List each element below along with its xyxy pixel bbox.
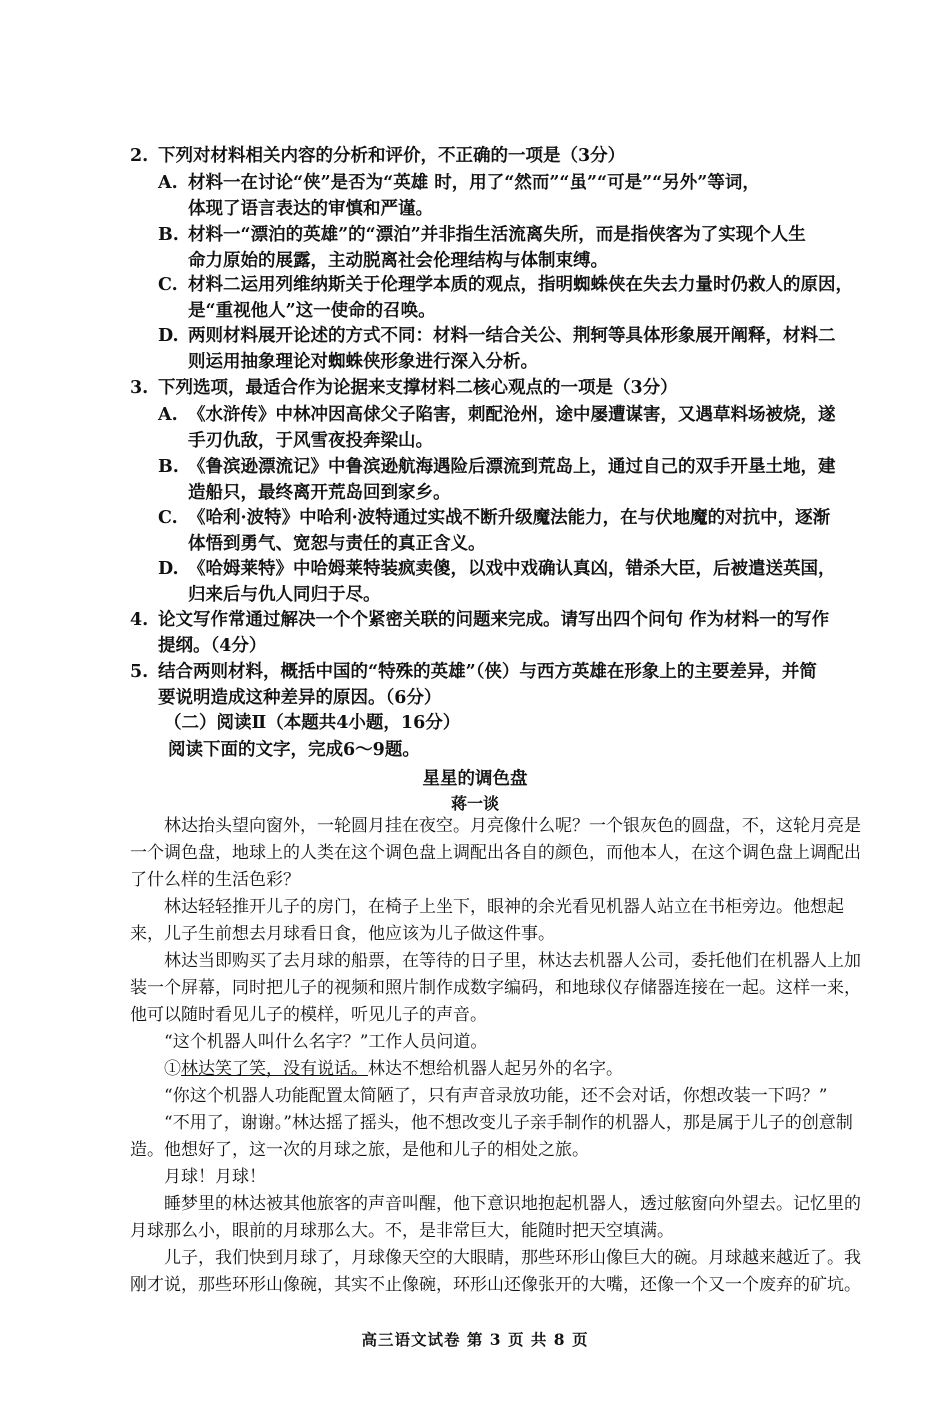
paragraph: 林达当即购买了去月球的船票，在等待的日子里，林达去机器人公司，委托他们在机器人上加装一个屏幕，同时把儿子的视频和照片制作成数字编码，和地球仪存储器连接在一起。这样一来，他可以随时看见儿子的模样，听见儿子的声音。 bbox=[130, 951, 861, 1025]
option-text-cont: 命力原始的展露，主动脱离社会伦理结构与体制束缚。 bbox=[188, 251, 608, 271]
section-instruction: 阅读下面的文字，完成6～9题。 bbox=[168, 740, 420, 760]
option-text-cont: 归来后与仇人同归于尽。 bbox=[188, 585, 381, 605]
paragraph: 儿子，我们快到月球了，月球像天空的大眼睛，那些环形山像巨大的碗。月球越来越近了。我刚才说，那些环形山像碗，其实不止像碗，环形山还像张开的大嘴，还像一个又一个废弃的矿坑。 bbox=[130, 1248, 861, 1295]
option-label: D. bbox=[158, 559, 179, 579]
option-text: 材料一“漂泊的英雄”的“漂泊”并非指生活流离失所，而是指侠客为了实现个人生 bbox=[188, 225, 806, 245]
q2-option-a bbox=[158, 170, 870, 222]
option-label: B. bbox=[158, 457, 179, 477]
question-text-cont: 要说明造成这种差异的原因。（6分） bbox=[158, 688, 442, 708]
option-text-cont: 体现了语言表达的审慎和严谨。 bbox=[188, 199, 433, 219]
paragraph: 睡梦里的林达被其他旅客的声音叫醒，他下意识地抱起机器人，透过舷窗向外望去。记忆里的月球那么小，眼前的月球那么大。不，是非常巨大，能随时把天空填满。 bbox=[130, 1194, 861, 1241]
page-footer: 高三语文试卷 第 3 页 共 8 页 bbox=[361, 1330, 589, 1349]
option-text: 《鲁滨逊漂流记》中鲁滨逊航海遇险后漂流到荒岛上，通过自己的双手开垦土地，建 bbox=[188, 457, 836, 477]
option-label: A. bbox=[158, 405, 178, 425]
paragraph-marked bbox=[130, 1056, 872, 1083]
option-label: D. bbox=[158, 326, 179, 346]
question-text: 下列对材料相关内容的分析和评价，不正确的一项是（3分） bbox=[158, 146, 626, 166]
question-number: 5. bbox=[130, 662, 149, 682]
paragraph: 月球！月球！ bbox=[164, 1167, 266, 1187]
option-text: 两则材料展开论述的方式不同：材料一结合关公、荆轲等具体形象展开阐释，材料二 bbox=[188, 326, 836, 346]
question-2-stem bbox=[130, 143, 870, 169]
option-text: 《哈姆莱特》中哈姆莱特装疯卖傻，以戏中戏确认真凶，错杀大臣，后被遣送英国， bbox=[188, 559, 836, 579]
story-title: 星星的调色盘 bbox=[422, 769, 528, 789]
story-body bbox=[130, 813, 872, 1299]
paragraph: “这个机器人叫什么名字？”工作人员问道。 bbox=[164, 1032, 488, 1052]
q2-option-b bbox=[158, 222, 870, 274]
option-label: B. bbox=[158, 225, 179, 245]
paragraph: “不用了，谢谢。”林达摇了摇头，他不想改变儿子亲手制作的机器人，那是属于儿子的创意制造。他想好了，这一次的月球之旅，是他和儿子的相处之旅。 bbox=[130, 1113, 853, 1160]
question-number: 3. bbox=[130, 378, 149, 398]
question-4 bbox=[130, 607, 870, 659]
q3-option-b bbox=[158, 454, 870, 506]
q3-option-d bbox=[158, 556, 870, 608]
question-number: 2. bbox=[130, 146, 149, 166]
section-heading: （二）阅读Ⅱ（本题共4小题，16分） bbox=[164, 713, 461, 733]
option-text-cont: 手刃仇敌，于风雪夜投奔梁山。 bbox=[188, 431, 433, 451]
question-text: 下列选项，最适合作为论据来支撑材料二核心观点的一项是（3分） bbox=[158, 378, 678, 398]
question-text: 论文写作常通过解决一个个紧密关联的问题来完成。请写出四个问句 作为材料一的写作 bbox=[158, 610, 830, 630]
q2-option-c bbox=[158, 272, 870, 324]
q2-option-d bbox=[158, 323, 870, 375]
paragraph: 林达轻轻推开儿子的房门，在椅子上坐下，眼神的余光看见机器人站立在书柜旁边。他想起来，儿子生前想去月球看日食，他应该为儿子做这件事。 bbox=[130, 897, 844, 944]
question-text: 结合两则材料，概括中国的“特殊的英雄”（侠）与西方英雄在形象上的主要差异，并简 bbox=[158, 662, 817, 682]
option-text: 材料一在讨论“侠”是否为“英雄 时，用了“然而”“虽”“可是”“另外”等词， bbox=[188, 173, 760, 193]
underlined-sentence: 林达笑了笑，没有说话。 bbox=[181, 1059, 368, 1079]
question-3-stem bbox=[130, 375, 870, 401]
option-text: 材料二运用列维纳斯关于伦理学本质的观点，指明蜘蛛侠在失去力量时仍救人的原因， bbox=[188, 275, 853, 295]
paragraph: “你这个机器人功能配置太简陋了，只有声音录放功能，还不会对话，你想改装一下吗？” bbox=[164, 1086, 828, 1106]
option-text-cont: 体悟到勇气、宽恕与责任的真正含义。 bbox=[188, 534, 486, 554]
paragraph: 林达抬头望向窗外，一轮圆月挂在夜空。月亮像什么呢？一个银灰色的圆盘，不，这轮月亮是一个调色盘，地球上的人类在这个调色盘上调配出各自的颜色，而他本人，在这个调色盘上调配出了什么样的生活色彩？ bbox=[130, 816, 861, 890]
q3-option-a bbox=[158, 402, 870, 454]
option-label: C. bbox=[158, 275, 178, 295]
question-text-cont: 提纲。（4分） bbox=[158, 636, 267, 656]
story-author: 蒋一谈 bbox=[450, 794, 499, 813]
option-text-cont: 是“重视他人”这一使命的召唤。 bbox=[188, 301, 436, 321]
question-number: 4. bbox=[130, 610, 149, 630]
option-text: 《哈利·波特》中哈利·波特通过实战不断升级魔法能力，在与伏地魔的对抗中，逐渐 bbox=[188, 508, 831, 528]
sentence-marker: ① bbox=[164, 1059, 181, 1079]
option-text-cont: 造船只，最终离开荒岛回到家乡。 bbox=[188, 483, 451, 503]
option-text: 《水浒传》中林冲因高俅父子陷害，刺配沧州，途中屡遭谋害，又遇草料场被烧，遂 bbox=[188, 405, 836, 425]
q3-option-c bbox=[158, 505, 870, 557]
question-5 bbox=[130, 659, 870, 711]
option-label: C. bbox=[158, 508, 178, 528]
paragraph-rest: 林达不想给机器人起另外的名字。 bbox=[368, 1059, 623, 1079]
option-text-cont: 则运用抽象理论对蜘蛛侠形象进行深入分析。 bbox=[188, 352, 538, 372]
option-label: A. bbox=[158, 173, 178, 193]
